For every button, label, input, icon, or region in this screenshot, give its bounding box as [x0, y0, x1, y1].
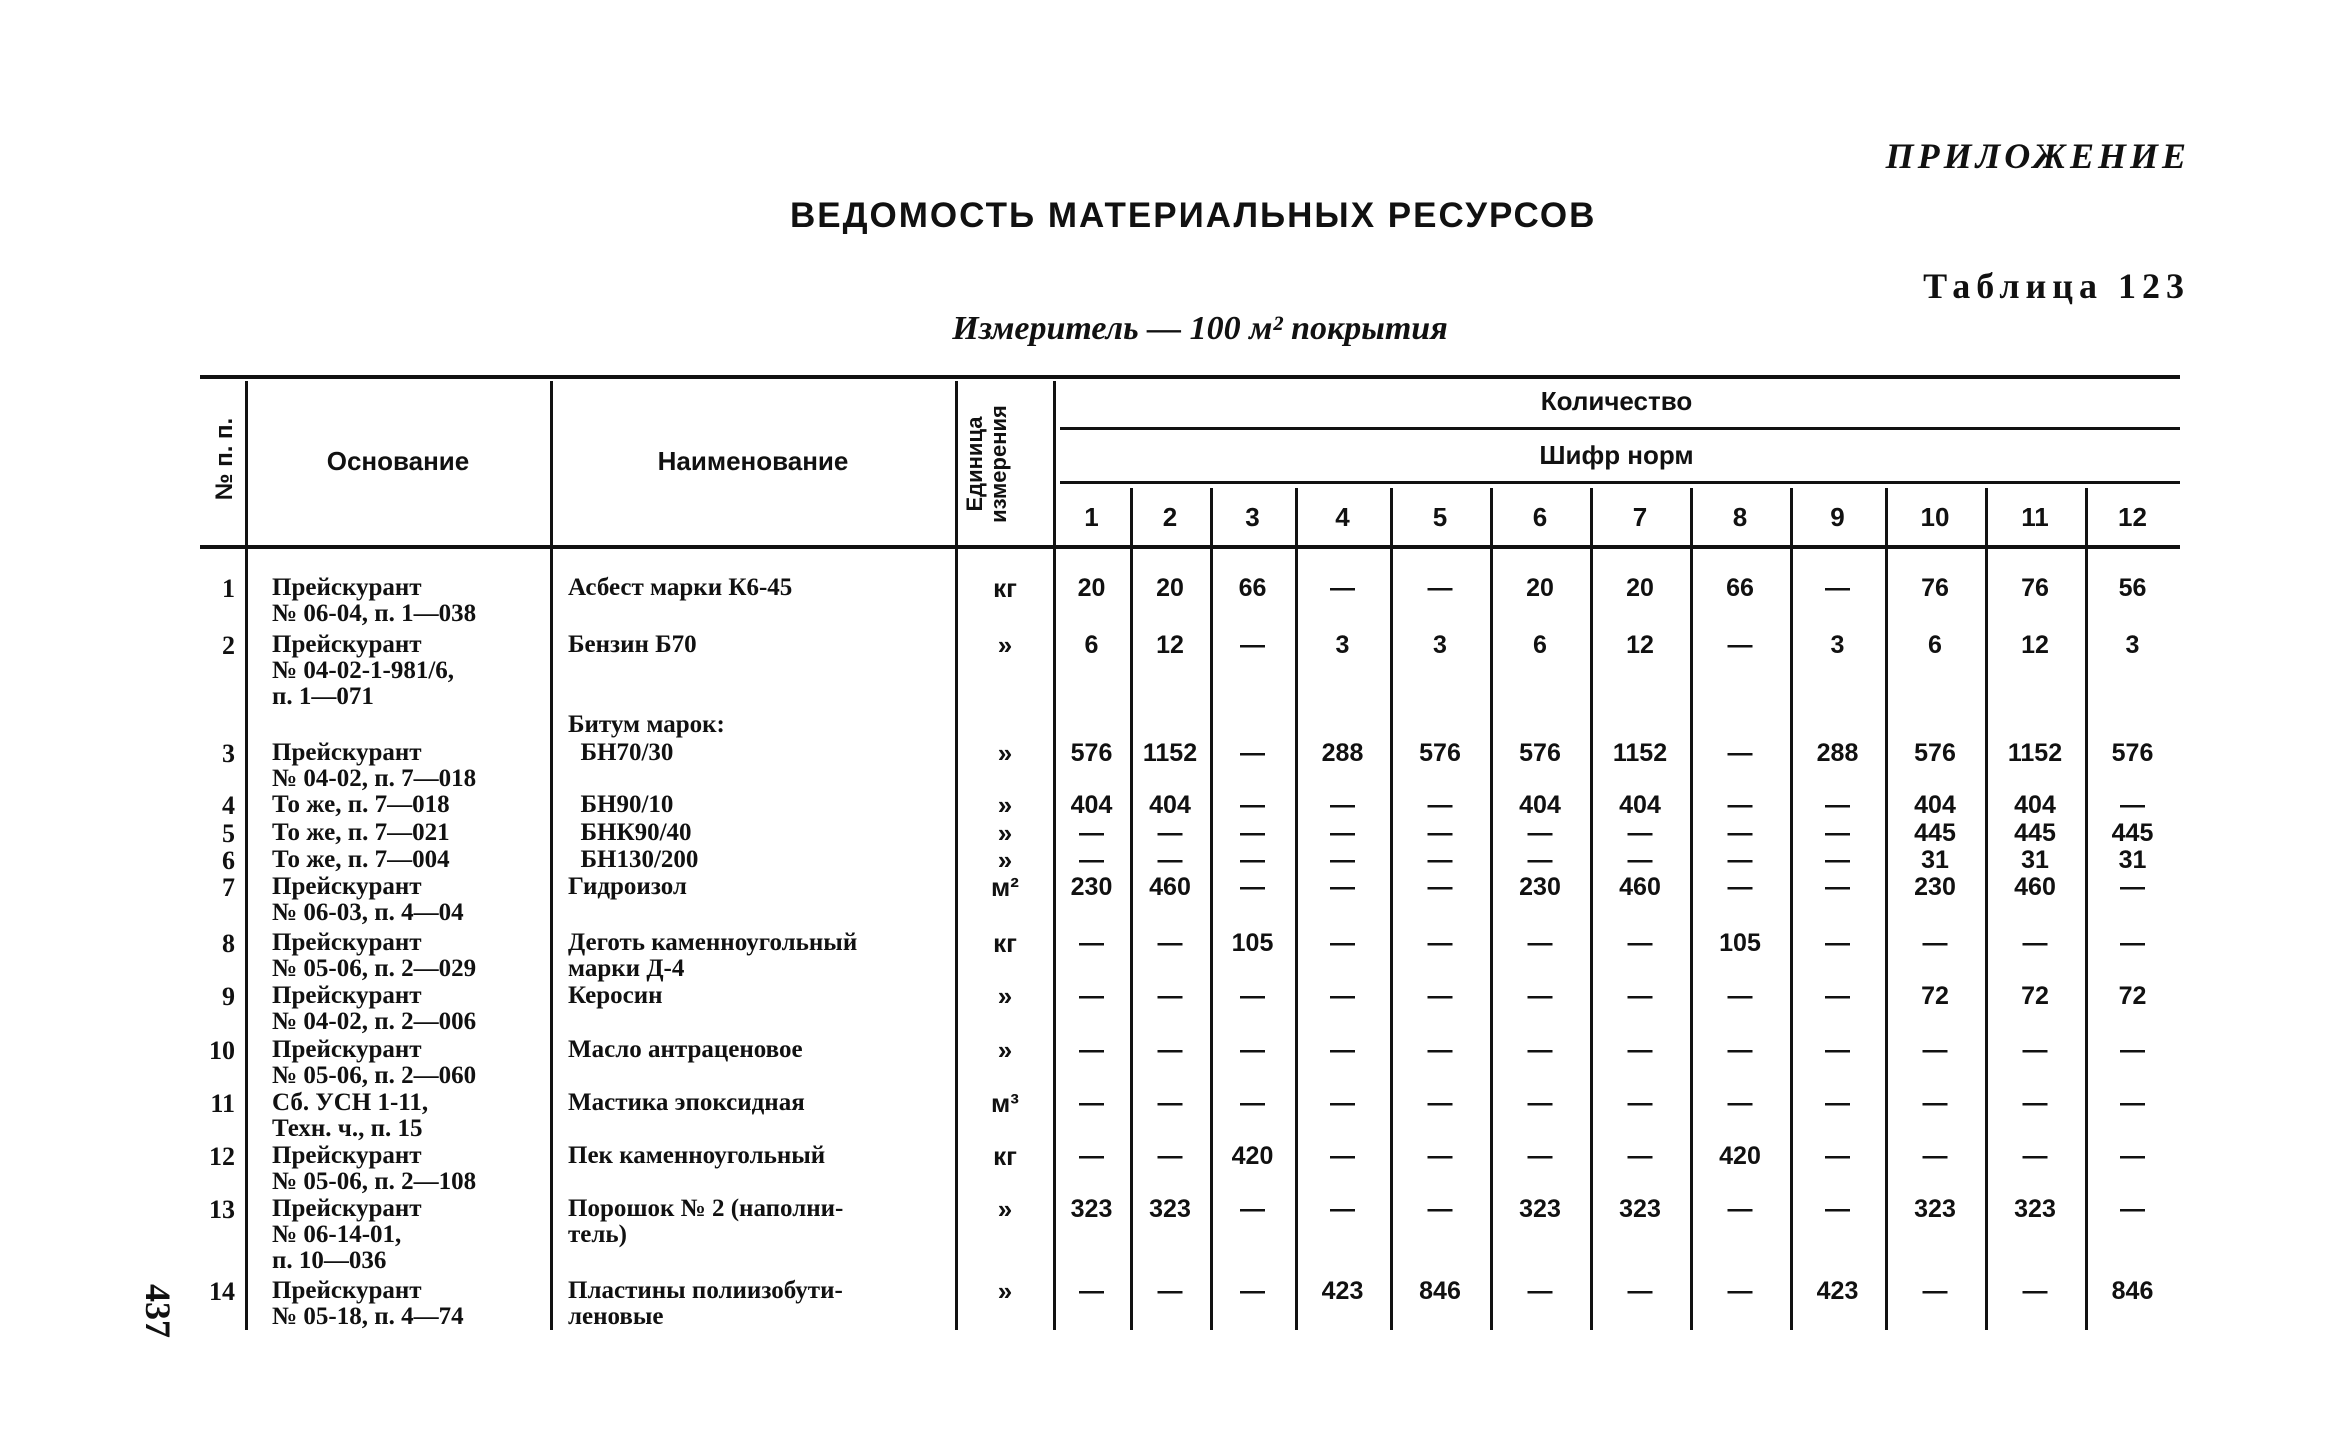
quantity-cell: — — [1427, 1142, 1453, 1170]
quantity-cell: — — [2022, 1142, 2048, 1170]
quantity-cell: 420 — [1231, 1142, 1274, 1170]
quantity-cell: — — [1727, 873, 1753, 901]
quantity-cell: 445 — [2014, 819, 2056, 847]
quantity-cell: — — [1427, 846, 1453, 874]
quantity-cell: — — [1157, 846, 1183, 874]
quantity-cell: — — [1527, 1277, 1553, 1305]
quantity-cell: — — [1727, 819, 1753, 847]
quantity-cell: — — [1825, 929, 1850, 957]
quantity-cell: — — [2120, 873, 2145, 901]
header-code-number: 5 — [1432, 502, 1448, 532]
quantity-cell: — — [1727, 1036, 1753, 1064]
quantity-cell: — — [1157, 819, 1183, 847]
quantity-cell: 404 — [1619, 791, 1661, 819]
quantity-cell: 6 — [1533, 631, 1547, 659]
quantity-cell: — — [1627, 846, 1653, 874]
column-divider — [955, 381, 958, 1330]
header-code-number: 3 — [1245, 502, 1260, 532]
quantity-cell: 72 — [1921, 982, 1949, 1010]
quantity-cell: 76 — [1921, 574, 1949, 602]
quantity-cell: — — [1427, 1195, 1453, 1223]
quantity-cell: — — [1627, 982, 1653, 1010]
header-code-number: 10 — [1920, 502, 1950, 532]
row-unit: » — [997, 981, 1013, 1011]
quantity-cell: — — [1240, 982, 1265, 1010]
quantity-cell: — — [1727, 1089, 1753, 1117]
codes-rule — [1060, 481, 2180, 484]
row-name: БНК90/40 — [568, 819, 692, 846]
row-name: Деготь каменноугольный марки Д-4 — [568, 929, 858, 982]
row-name: Бензин Б70 — [568, 631, 697, 658]
row-unit: » — [997, 1276, 1013, 1306]
quantity-cell: 288 — [1816, 739, 1859, 767]
quantity-cell: — — [1727, 1195, 1753, 1223]
quantity-cell: 3 — [2125, 631, 2140, 659]
quantity-cell: — — [1240, 739, 1265, 767]
row-basis: То же, п. 7—021 — [272, 819, 450, 846]
quantity-cell: 460 — [1619, 873, 1661, 901]
quantity-cell: — — [1727, 739, 1753, 767]
quantity-cell: — — [1825, 1036, 1850, 1064]
quantity-cell: 846 — [1419, 1277, 1461, 1305]
quantity-cell: 66 — [1726, 574, 1754, 602]
quantity-cell: 72 — [2021, 982, 2049, 1010]
quantity-cell: — — [1330, 1195, 1355, 1223]
quantity-cell: — — [1079, 846, 1104, 874]
quantity-cell: 20 — [1077, 574, 1106, 602]
row-basis: Прейскурант № 05-06, п. 2—029 — [272, 929, 477, 982]
row-unit: кг — [993, 928, 1017, 958]
header-code-number: 7 — [1632, 502, 1648, 532]
row-number: 8 — [222, 929, 235, 958]
row-number: 3 — [222, 739, 235, 768]
quantity-cell: 420 — [1719, 1142, 1761, 1170]
quantity-cell: — — [1427, 791, 1453, 819]
row-basis: Прейскурант № 04-02, п. 2—006 — [272, 982, 477, 1035]
quantity-cell: — — [1627, 1036, 1653, 1064]
quantity-cell: — — [2120, 1195, 2145, 1223]
header-quantity: Количество — [1540, 386, 1693, 416]
quantity-cell: 404 — [1149, 791, 1191, 819]
quantity-cell: — — [2022, 1036, 2048, 1064]
quantity-cell: — — [1825, 1089, 1850, 1117]
row-name: БН70/30 — [568, 739, 674, 766]
row-unit: кг — [993, 1141, 1017, 1171]
quantity-cell: 576 — [1914, 739, 1956, 767]
row-unit: » — [997, 818, 1013, 848]
quantity-cell: — — [1330, 1089, 1355, 1117]
quantity-cell: — — [1427, 873, 1453, 901]
quantity-cell: — — [1240, 1277, 1265, 1305]
table-top-rule — [200, 375, 2180, 379]
quantity-cell: 460 — [2014, 873, 2056, 901]
quantity-cell: 31 — [2118, 846, 2147, 874]
quantity-cell: 230 — [1070, 873, 1113, 901]
header-code-number: 2 — [1162, 502, 1178, 532]
column-divider — [550, 381, 553, 1330]
row-basis: Сб. УСН 1-11, Техн. ч., п. 15 — [272, 1089, 429, 1142]
row-name: Битум марок: — [568, 711, 725, 738]
quantity-cell: — — [1527, 1089, 1553, 1117]
quantity-cell: — — [1922, 1142, 1948, 1170]
header-unit: Единица измерения — [962, 405, 1011, 523]
quantity-cell: — — [1527, 982, 1553, 1010]
quantity-cell: 846 — [2111, 1277, 2154, 1305]
quantity-cell: — — [1922, 929, 1948, 957]
row-basis: Прейскурант № 05-06, п. 2—108 — [272, 1142, 477, 1195]
quantity-cell: — — [1240, 1195, 1265, 1223]
quantity-cell: — — [1527, 1036, 1553, 1064]
document-title: ВЕДОМОСТЬ МАТЕРИАЛЬНЫХ РЕСУРСОВ — [790, 196, 1597, 235]
quantity-cell: — — [1240, 1089, 1265, 1117]
header-name: Наименование — [657, 446, 849, 476]
quantity-cell: — — [1427, 819, 1453, 847]
quantity-cell: — — [1825, 791, 1850, 819]
row-number: 1 — [222, 574, 235, 603]
row-name: Асбест марки К6-45 — [568, 574, 793, 601]
row-basis: Прейскурант № 05-18, п. 4—74 — [272, 1277, 464, 1330]
quantity-cell: 56 — [2118, 574, 2147, 602]
quantity-cell: — — [1825, 846, 1850, 874]
quantity-cell: — — [1922, 1089, 1948, 1117]
row-basis: Прейскурант № 06-14-01, п. 10—036 — [272, 1195, 422, 1274]
row-basis: Прейскурант № 06-03, п. 4—04 — [272, 873, 464, 926]
row-name: Керосин — [568, 982, 663, 1009]
quantity-cell: — — [1157, 1036, 1183, 1064]
quantity-cell: — — [1157, 929, 1183, 957]
row-unit: » — [997, 738, 1013, 768]
quantity-cell: — — [1727, 1277, 1753, 1305]
quantity-cell: 445 — [1914, 819, 1956, 847]
quantity-cell: 1152 — [2007, 739, 2063, 767]
row-name: БН130/200 — [568, 846, 699, 873]
quantity-cell: 1152 — [1142, 739, 1198, 767]
quantity-cell: 12 — [1626, 631, 1654, 659]
quantity-cell: 404 — [2014, 791, 2056, 819]
quantity-cell: 31 — [1921, 846, 1949, 874]
header-code-number: 12 — [2118, 502, 2147, 532]
row-name: Пек каменноугольный — [568, 1142, 826, 1169]
quantity-cell: 3 — [1335, 631, 1350, 659]
quantity-cell: 76 — [2021, 574, 2049, 602]
quantity-cell: — — [1727, 791, 1753, 819]
quantity-cell: — — [1427, 929, 1453, 957]
row-number: 11 — [210, 1089, 235, 1118]
quantity-cell: — — [2022, 1089, 2048, 1117]
quantity-cell: 31 — [2021, 846, 2049, 874]
row-number: 9 — [222, 982, 235, 1011]
quantity-cell: — — [1527, 846, 1553, 874]
quantity-cell: — — [1527, 1142, 1553, 1170]
quantity-cell: 6 — [1084, 631, 1099, 659]
quantity-cell: — — [1527, 929, 1553, 957]
quantity-cell: — — [1825, 1142, 1850, 1170]
quantity-cell: — — [1427, 1036, 1453, 1064]
quantity-cell: 105 — [1231, 929, 1274, 957]
quantity-cell: 72 — [2118, 982, 2147, 1010]
quantity-cell: — — [1825, 819, 1850, 847]
quantity-cell: — — [1240, 873, 1265, 901]
quantity-cell: — — [1330, 1142, 1355, 1170]
quantity-cell: — — [1825, 982, 1850, 1010]
row-unit: » — [997, 845, 1013, 875]
quantity-cell: 230 — [1519, 873, 1561, 901]
quantity-cell: — — [1240, 819, 1265, 847]
row-unit: кг — [993, 573, 1017, 603]
header-code-number: 11 — [2021, 502, 2049, 532]
quantity-cell: 323 — [1914, 1195, 1956, 1223]
row-basis: Прейскурант № 04-02-1-981/6, п. 1—071 — [272, 631, 455, 710]
quantity-cell: — — [1825, 873, 1850, 901]
quantity-cell: 460 — [1149, 873, 1191, 901]
row-number: 7 — [222, 873, 235, 902]
quantity-cell: 12 — [1156, 631, 1184, 659]
row-name: Масло антраценовое — [568, 1036, 803, 1063]
quantity-cell: — — [1079, 1142, 1104, 1170]
quantity-cell: — — [2120, 1142, 2145, 1170]
quantity-cell: — — [1427, 574, 1453, 602]
row-number: 13 — [209, 1195, 235, 1224]
row-name: БН90/10 — [568, 791, 674, 818]
quantity-cell: 66 — [1238, 574, 1267, 602]
quantity-cell: 105 — [1719, 929, 1761, 957]
quantity-cell: 445 — [2111, 819, 2154, 847]
row-name: Мастика эпоксидная — [568, 1089, 805, 1116]
quantity-cell: — — [1727, 846, 1753, 874]
quantity-cell: — — [1157, 1277, 1183, 1305]
quantity-cell: 323 — [1070, 1195, 1113, 1223]
quantity-cell: 323 — [2014, 1195, 2056, 1223]
header-basis: Основание — [326, 446, 470, 476]
quantity-cell: — — [1240, 791, 1265, 819]
quantity-cell: 323 — [1519, 1195, 1561, 1223]
quantity-cell: — — [1627, 929, 1653, 957]
quantity-cell: — — [2120, 1036, 2145, 1064]
row-name: Гидроизол — [568, 873, 687, 900]
quantity-cell: — — [1527, 819, 1553, 847]
quantity-cell: — — [1157, 1142, 1183, 1170]
quantity-cell: — — [1922, 1277, 1948, 1305]
row-number: 14 — [209, 1277, 235, 1306]
quantity-cell: — — [1157, 1089, 1183, 1117]
quantity-cell: — — [1330, 1036, 1355, 1064]
row-basis: Прейскурант № 06-04, п. 1—038 — [272, 574, 477, 627]
quantity-cell: — — [1079, 982, 1104, 1010]
quantity-cell: 20 — [1626, 574, 1654, 602]
quantity-cell: 576 — [2111, 739, 2154, 767]
quantity-cell: — — [1330, 574, 1355, 602]
quantity-cell: 20 — [1526, 574, 1554, 602]
row-number: 10 — [209, 1036, 235, 1065]
header-code-number: 8 — [1732, 502, 1748, 532]
quantity-cell: — — [1079, 1089, 1104, 1117]
row-unit: м³ — [991, 1088, 1019, 1118]
quantity-cell: — — [1157, 982, 1183, 1010]
quantity-cell: — — [1079, 1277, 1104, 1305]
quantity-cell: — — [1330, 873, 1355, 901]
quantity-cell: — — [1240, 631, 1265, 659]
quantity-cell: — — [1330, 982, 1355, 1010]
quantity-cell: — — [1330, 791, 1355, 819]
column-divider — [245, 381, 248, 1330]
row-name: Пластины полиизобути- леновые — [568, 1277, 843, 1330]
quantity-cell: 323 — [1619, 1195, 1661, 1223]
quantity-cell: 3 — [1433, 631, 1447, 659]
quantity-cell: — — [1330, 819, 1355, 847]
quantity-cell: 404 — [1914, 791, 1956, 819]
quantity-cell: 576 — [1070, 739, 1113, 767]
row-basis: Прейскурант № 05-06, п. 2—060 — [272, 1036, 477, 1089]
row-number: 4 — [222, 791, 235, 820]
quantity-cell: 404 — [1519, 791, 1561, 819]
page-number: 437 — [138, 1284, 178, 1338]
quantity-cell: — — [2120, 929, 2145, 957]
quantity-cell: — — [1627, 1277, 1653, 1305]
quantity-cell: — — [1079, 819, 1104, 847]
quantity-cell: — — [1727, 982, 1753, 1010]
quantity-cell: — — [1922, 1036, 1948, 1064]
header-num: № п. п. — [211, 417, 238, 501]
quantity-cell: — — [1240, 1036, 1265, 1064]
row-unit: » — [997, 1035, 1013, 1065]
appendix-heading: ПРИЛОЖЕНИЕ — [1885, 136, 2190, 176]
quantity-cell: — — [1727, 631, 1753, 659]
row-unit: » — [997, 790, 1013, 820]
quantity-cell: — — [2022, 1277, 2048, 1305]
table-label: Таблица 123 — [1923, 266, 2190, 306]
row-basis: То же, п. 7—004 — [272, 846, 450, 873]
header-code-number: 4 — [1335, 502, 1350, 532]
header-code-number: 1 — [1084, 502, 1099, 532]
quantity-cell: 423 — [1816, 1277, 1859, 1305]
quantity-cell: — — [1427, 982, 1453, 1010]
header-bottom-rule — [200, 545, 2180, 549]
quantity-cell: — — [1427, 1089, 1453, 1117]
quantity-cell: 576 — [1519, 739, 1561, 767]
quantity-cell: 423 — [1321, 1277, 1364, 1305]
row-number: 6 — [222, 846, 235, 875]
header-code-number: 9 — [1830, 502, 1845, 532]
quantity-cell: — — [1079, 929, 1104, 957]
quantity-cell: — — [1240, 846, 1265, 874]
quantity-cell: 404 — [1070, 791, 1113, 819]
row-unit: м² — [991, 872, 1019, 902]
quantity-cell: — — [1627, 819, 1653, 847]
header-code-number: 6 — [1532, 502, 1548, 532]
quantity-cell: — — [1627, 1089, 1653, 1117]
quantity-cell: — — [1330, 929, 1355, 957]
quantity-cell: 576 — [1419, 739, 1461, 767]
quantity-cell: 323 — [1149, 1195, 1191, 1223]
measure-unit: Измеритель — 100 м² покрытия — [952, 310, 1448, 347]
quantity-cell: — — [2120, 791, 2145, 819]
quantity-rule — [1060, 427, 2180, 430]
row-basis: То же, п. 7—018 — [272, 791, 450, 818]
quantity-cell: 3 — [1830, 631, 1845, 659]
quantity-cell: — — [2022, 929, 2048, 957]
row-number: 12 — [209, 1142, 235, 1171]
quantity-cell: — — [2120, 1089, 2145, 1117]
row-number: 2 — [222, 631, 235, 660]
quantity-cell: — — [1627, 1142, 1653, 1170]
quantity-cell: — — [1330, 846, 1355, 874]
row-unit: » — [997, 630, 1013, 660]
quantity-cell: 1152 — [1612, 739, 1668, 767]
row-unit: » — [997, 1194, 1013, 1224]
quantity-cell: 12 — [2021, 631, 2049, 659]
quantity-cell: — — [1825, 574, 1850, 602]
quantity-cell: — — [1825, 1195, 1850, 1223]
header-codes: Шифр норм — [1539, 440, 1694, 470]
quantity-cell: — — [1079, 1036, 1104, 1064]
row-basis: Прейскурант № 04-02, п. 7—018 — [272, 739, 477, 792]
quantity-cell: 20 — [1156, 574, 1184, 602]
row-number: 5 — [222, 819, 235, 848]
row-name: Порошок № 2 (наполни- тель) — [568, 1195, 844, 1248]
quantity-cell: 230 — [1914, 873, 1956, 901]
quantity-cell: 6 — [1928, 631, 1942, 659]
quantity-cell: 288 — [1321, 739, 1364, 767]
